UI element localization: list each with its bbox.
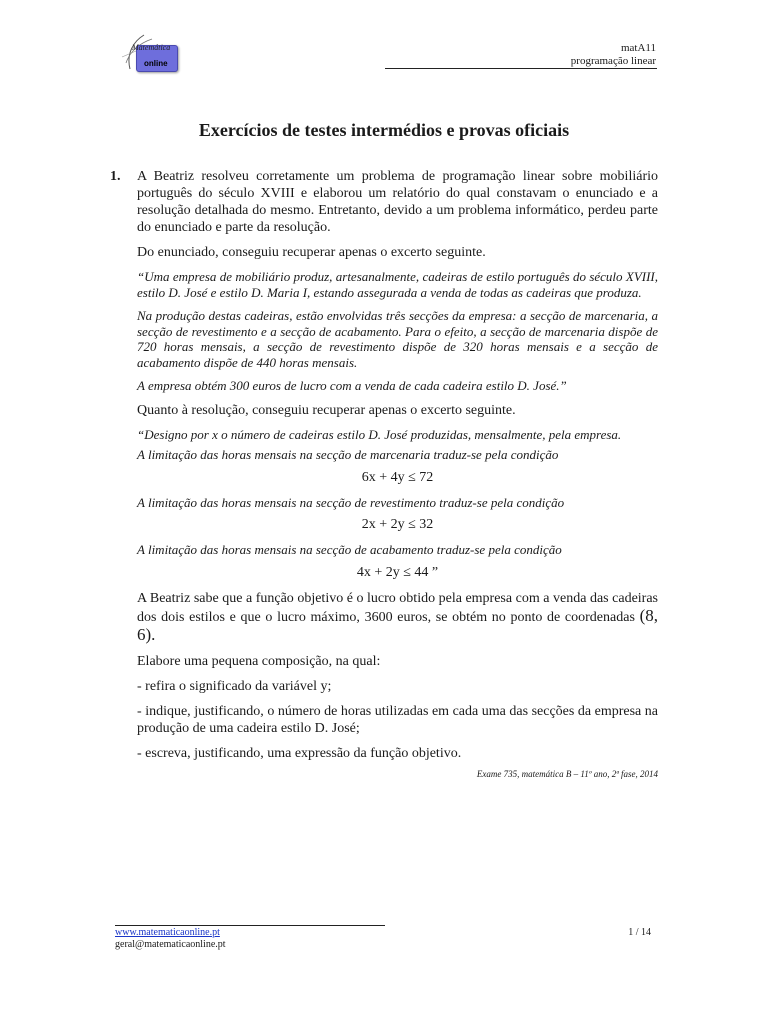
exam-source: Exame 735, matemática B – 11º ano, 2ª fase, 2014 (476, 768, 658, 779)
page-title: Exercícios de testes intermédios e provas oficiais (198, 120, 570, 140)
exercise-number: 1. (110, 169, 121, 184)
logo-top-text: Matemática (132, 43, 171, 52)
objective-paragraph (137, 590, 658, 645)
formula-acabamento: 4x + 2y ≤ 44 ” (356, 564, 439, 580)
objective-text: A Beatriz sabe que a função objetivo é o lucro obtido pela empresa com a venda das cadeiras dos dois estilos e que o lucro máximo, 3600 euros, se obtém no ponto de coordenadas (137, 590, 658, 625)
site-logo (100, 33, 178, 71)
formula-marcenaria: 6x + 4y ≤ 72 (361, 469, 434, 485)
task-item-3: - escreva, justificando, uma expressão da função objetivo. (137, 745, 462, 761)
excerpt1-paragraph-1: “Uma empresa de mobiliário produz, artesanalmente, cadeiras de estilo português do século XVIII, estilo D. José e estilo D. Maria I, estando assegurada a venda de todas as cadeiras que produza. (137, 269, 658, 300)
exercise-intro: A Beatriz resolveu corretamente um problema de programação linear sobre mobiliário português do século XVIII e elaborou um relatório do qual constavam o enunciado e a resolução detalhada do mesmo. Entretanto, devido a um problema informático, perdeu parte do enunciado e parte da resolução. (137, 169, 658, 235)
exercise-body (137, 168, 658, 783)
footer-divider (115, 925, 385, 926)
course-topic: programação linear (570, 55, 656, 67)
website-link[interactable]: www.matematicaonline.pt (115, 927, 220, 938)
task-item-1: - refira o significado da variável y; (137, 678, 332, 694)
page-number: 1 / 14 (628, 927, 651, 938)
limit-revestimento: A limitação das horas mensais na secção de revestimento traduz-se pela condição (137, 494, 565, 510)
logo-bottom-text: online (144, 59, 168, 68)
limit-acabamento: A limitação das horas mensais na secção de acabamento traduz-se pela condição (137, 542, 562, 557)
header-info (571, 42, 656, 68)
excerpt1-paragraph-2: Na produção destas cadeiras, estão envolvidas três secções da empresa: a secção de marcenaria, a secção de revestimento e a secção de acabamento. Para o efeito, a secção de marcenaria dispõe de 720 horas mensais, a secção de revestimento dispõe de 320 horas mensais e a secção de acabamento dispõe de 440 horas mensais. (137, 308, 658, 370)
header-divider (385, 68, 657, 69)
limit-marcenaria: A limitação das horas mensais na secção de marcenaria traduz-se pela condição (137, 447, 559, 462)
course-code: matA11 (620, 42, 656, 54)
task-intro: Elabore uma pequena composição, na qual: (137, 653, 381, 669)
excerpt1-paragraph-3: A empresa obtém 300 euros de lucro com a venda de cada cadeira estilo D. José.” (137, 378, 567, 393)
excerpt1-intro: Do enunciado, conseguiu recuperar apenas o excerto seguinte. (137, 245, 486, 260)
contact-email: geral@matematicaonline.pt (115, 939, 226, 950)
task-item-2: - indique, justificando, o número de horas utilizadas em cada uma das secções da empresa na produção de uma cadeira estilo D. José; (137, 703, 658, 736)
optimum-coordinates: (8, 6). (137, 605, 658, 644)
formula-revestimento: 2x + 2y ≤ 32 (361, 517, 434, 532)
excerpt2-intro: Quanto à resolução, conseguiu recuperar apenas o excerto seguinte. (137, 402, 516, 418)
excerpt2-paragraph-1: “Designo por x o número de cadeiras estilo D. José produzidas, mensalmente, pela empresa. (137, 426, 622, 442)
